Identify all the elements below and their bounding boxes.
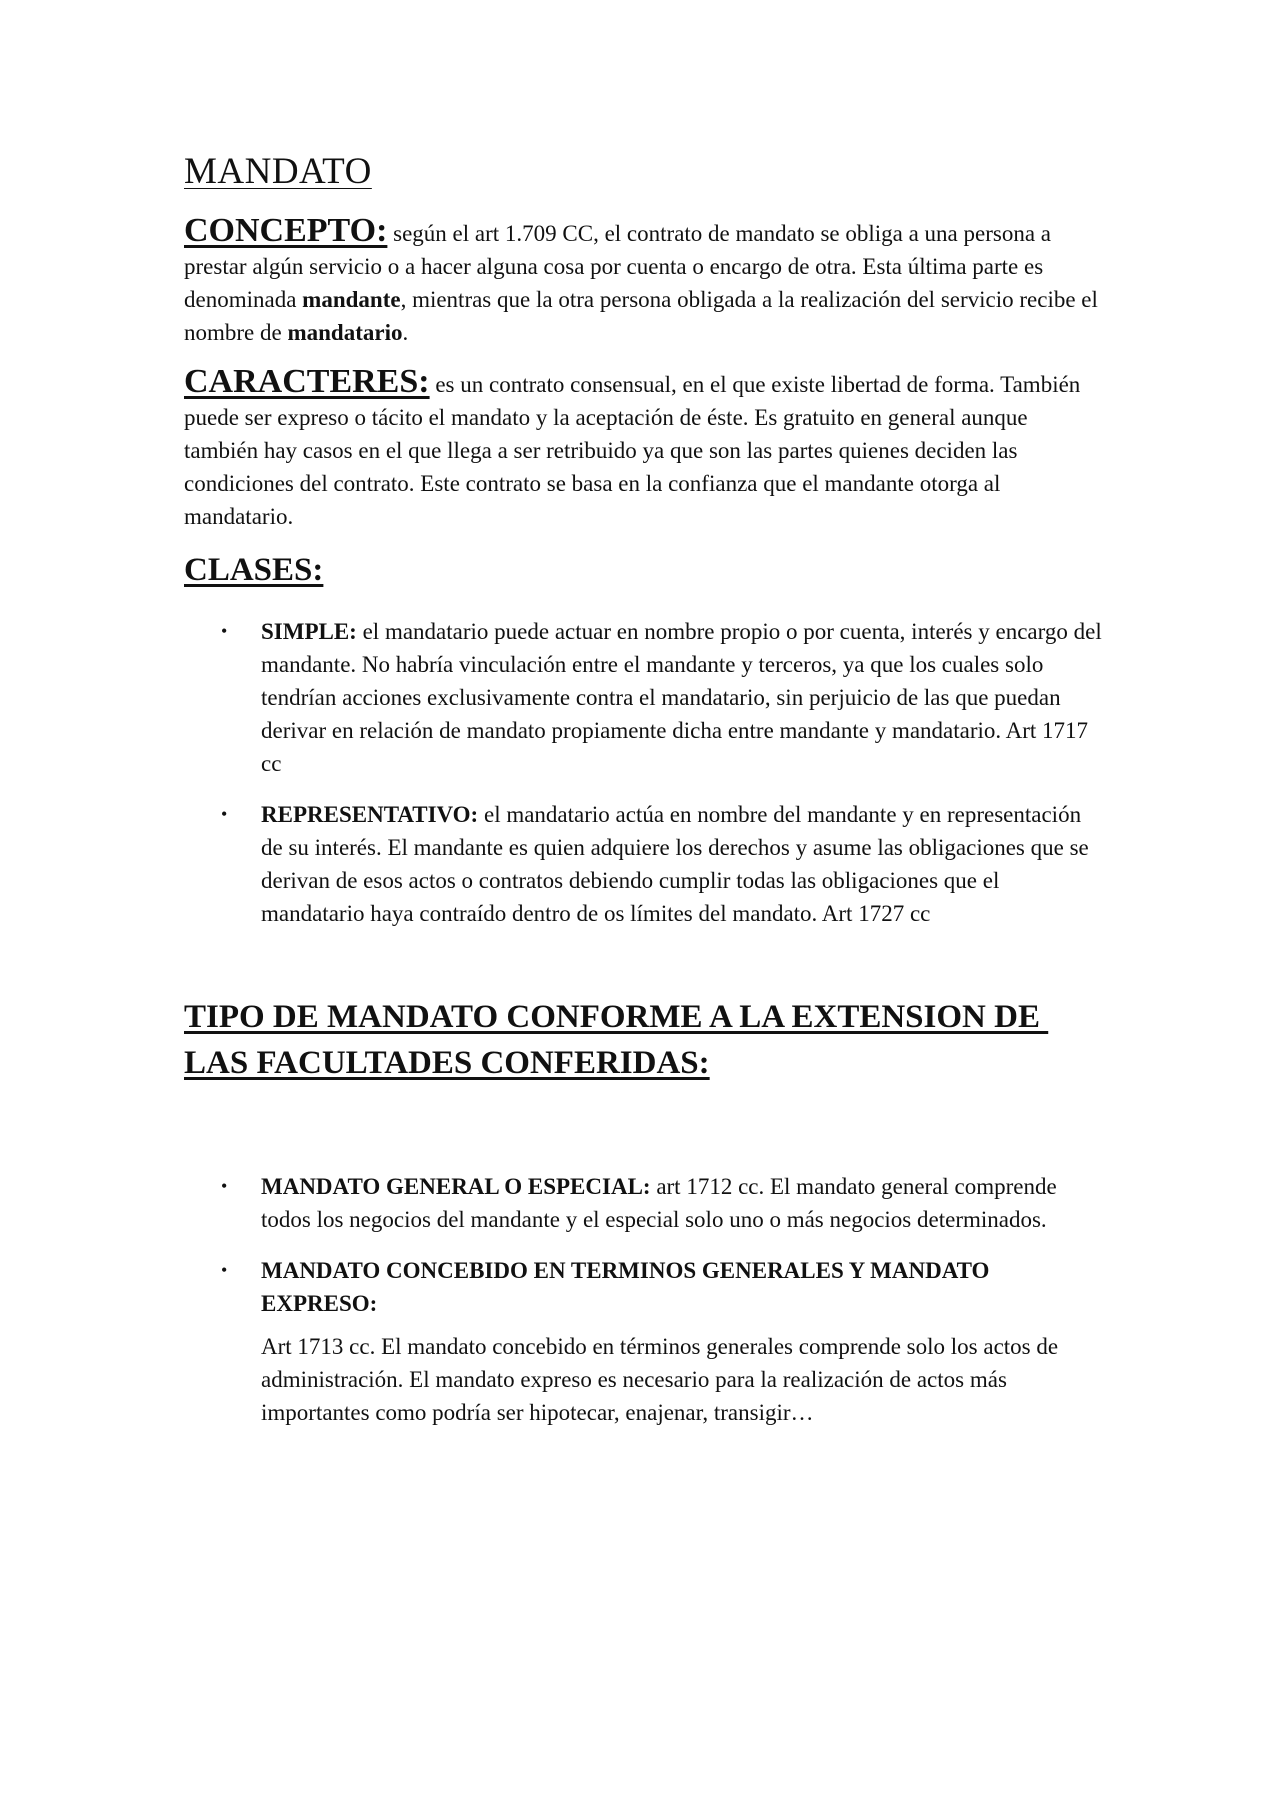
list-item bbox=[221, 1254, 1104, 1320]
concepto-bold-mandatario: mandatario bbox=[287, 320, 403, 346]
bullet-icon: • bbox=[221, 620, 228, 641]
list-item-label: MANDATO GENERAL O ESPECIAL: bbox=[261, 1173, 651, 1199]
bullet-icon: • bbox=[221, 1175, 228, 1196]
list-item-label: SIMPLE: bbox=[261, 618, 357, 644]
list-item-text: el mandatario actúa en nombre del mandante y en representación de su interés. El mandante es quien adquiere los derechos y asume las obligaciones que se derivan de esos actos o contratos debiendo cumplir todas las obligaciones que el mandatario haya contraído dentro de os límites del mandato. Art 1727 cc bbox=[261, 801, 1089, 926]
concepto-text-3: . bbox=[402, 320, 409, 346]
concepto-bold-mandante: mandante bbox=[302, 287, 401, 313]
caracteres-text: es un contrato consensual, en el que existe libertad de forma. También puede ser expreso o tácito el mandato y la aceptación de éste. Es gratuito en general aunque también hay casos en el que llega a ser retribuido ya que son las partes quienes deciden las condiciones del contrato. Este contrato se basa en la confianza que el mandante otorga al mandatario. bbox=[184, 372, 1081, 530]
concepto-text-1: según el art 1.709 CC, el contrato de mandato se obliga a una persona a prestar algún servicio o a hacer alguna cosa por cuenta o encargo de otra. Esta última parte es denominada bbox=[184, 221, 1051, 313]
list-item-text: art 1712 cc. El mandato general comprende todos los negocios del mandante y el especial solo uno o más negocios determinados. bbox=[261, 1173, 1057, 1232]
document-body bbox=[184, 150, 1104, 1429]
concepto-heading: CONCEPTO: bbox=[184, 212, 388, 250]
list-item-text: el mandatario puede actuar en nombre propio o por cuenta, interés y encargo del mandante. No habría vinculación entre el mandante y terceros, ya que los cuales solo tendrían acciones exclusivamente contra el mandatario, sin perjuicio de las que puedan derivar en relación de mandato propiamente dicha entre mandante y mandatario. Art 1717 cc bbox=[261, 618, 1102, 776]
document-title: MANDATO bbox=[184, 151, 372, 192]
bullet-icon: • bbox=[221, 1259, 228, 1280]
clases-heading: CLASES: bbox=[184, 552, 324, 589]
concepto-paragraph bbox=[184, 214, 1104, 349]
tipo-heading: TIPO DE MANDATO CONFORME A LA EXTENSION DE LAS FACULTADES CONFERIDAS: bbox=[184, 998, 1040, 1081]
concepto-text-2: , mientras que la otra persona obligada a la realización del servicio recibe el nombre de bbox=[184, 287, 1098, 346]
list-item-label: REPRESENTATIVO: bbox=[261, 801, 479, 827]
tipo-list bbox=[184, 1170, 1104, 1320]
tipo-follow-paragraph: Art 1713 cc. El mandato concebido en términos generales comprende solo los actos de administración. El mandato expreso es necesario para la realización de actos más importantes como podría ser hipotecar, enajenar, transigir… bbox=[261, 1333, 1059, 1425]
clases-list bbox=[184, 615, 1104, 930]
list-item bbox=[221, 1170, 1104, 1236]
list-item bbox=[221, 615, 1104, 780]
caracteres-heading: CARACTERES: bbox=[184, 363, 430, 401]
caracteres-paragraph bbox=[184, 365, 1104, 533]
list-item bbox=[221, 798, 1104, 930]
bullet-icon: • bbox=[221, 803, 228, 824]
list-item-label: MANDATO CONCEBIDO EN TERMINOS GENERALES Y MANDATO EXPRESO: bbox=[261, 1257, 990, 1316]
